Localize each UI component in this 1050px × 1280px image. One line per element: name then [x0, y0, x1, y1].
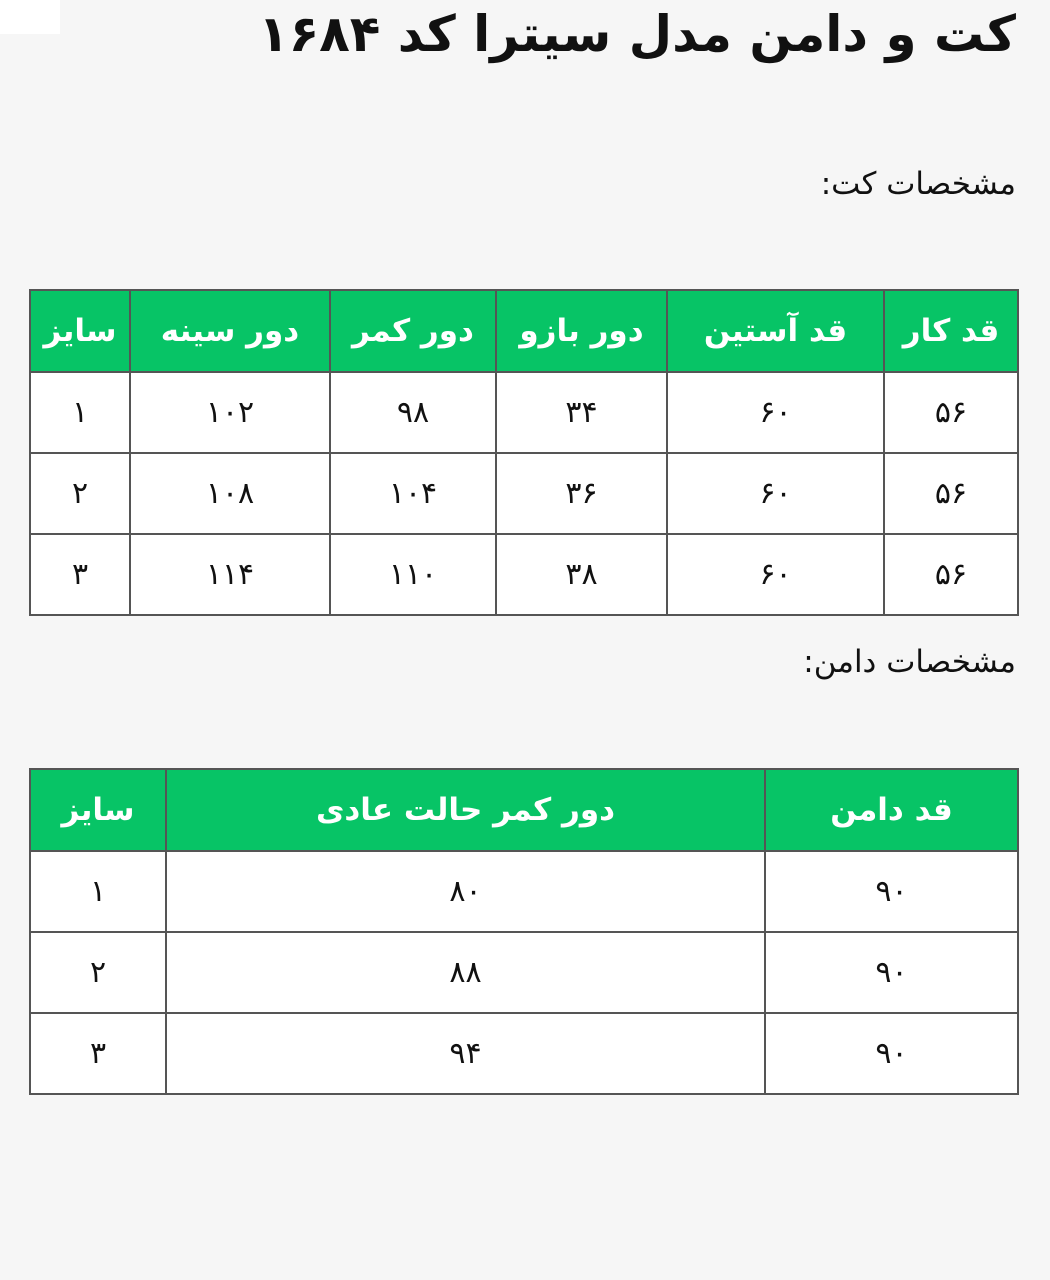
- coat-specs-table: [29, 289, 1019, 616]
- header-cell-waist-normal: دور کمر حالت عادی: [166, 769, 765, 851]
- header-cell-length: قد کار: [884, 290, 1018, 372]
- table-cell: ۲: [30, 453, 130, 534]
- corner-box: [0, 0, 60, 34]
- table-row: [30, 372, 1018, 453]
- skirt-specs-heading: مشخصات دامن:: [803, 644, 1016, 680]
- table-cell: ۳۸: [496, 534, 667, 615]
- table-cell: ۳۶: [496, 453, 667, 534]
- page-title: کت و دامن مدل سیترا کد ۱۶۸۴: [258, 5, 1016, 63]
- table-cell: ۵۶: [884, 453, 1018, 534]
- table-cell: ۱۰۲: [130, 372, 330, 453]
- table-cell: ۳: [30, 534, 130, 615]
- table-cell: ۹۰: [765, 1013, 1018, 1094]
- header-cell-waist: دور کمر: [330, 290, 496, 372]
- table-cell: ۶۰: [667, 372, 884, 453]
- header-cell-arm-circumference: دور بازو: [496, 290, 667, 372]
- table-row: [30, 1013, 1018, 1094]
- skirt-specs-table: [29, 768, 1019, 1095]
- table-cell: ۹۴: [166, 1013, 765, 1094]
- table-cell: ۱۰۸: [130, 453, 330, 534]
- coat-specs-heading: مشخصات کت:: [820, 166, 1016, 202]
- table-cell: ۱۱۴: [130, 534, 330, 615]
- table-cell: ۹۰: [765, 932, 1018, 1013]
- table-cell: ۹۸: [330, 372, 496, 453]
- table-row: [30, 851, 1018, 932]
- table-header-row: [30, 769, 1018, 851]
- table-row: [30, 932, 1018, 1013]
- header-cell-skirt-length: قد دامن: [765, 769, 1018, 851]
- table-row: [30, 534, 1018, 615]
- table-cell: ۶۰: [667, 453, 884, 534]
- table-cell: ۵۶: [884, 534, 1018, 615]
- header-cell-sleeve-length: قد آستین: [667, 290, 884, 372]
- table-cell: ۱: [30, 851, 166, 932]
- table-cell: ۱۰۴: [330, 453, 496, 534]
- header-cell-chest: دور سینه: [130, 290, 330, 372]
- table-cell: ۵۶: [884, 372, 1018, 453]
- table-cell: ۳: [30, 1013, 166, 1094]
- table-cell: ۱: [30, 372, 130, 453]
- table-header-row: [30, 290, 1018, 372]
- table-cell: ۸۰: [166, 851, 765, 932]
- table-cell: ۶۰: [667, 534, 884, 615]
- table-cell: ۲: [30, 932, 166, 1013]
- table-row: [30, 453, 1018, 534]
- table-cell: ۹۰: [765, 851, 1018, 932]
- header-cell-size: سایز: [30, 769, 166, 851]
- table-cell: ۳۴: [496, 372, 667, 453]
- table-cell: ۱۱۰: [330, 534, 496, 615]
- table-cell: ۸۸: [166, 932, 765, 1013]
- header-cell-size: سایز: [30, 290, 130, 372]
